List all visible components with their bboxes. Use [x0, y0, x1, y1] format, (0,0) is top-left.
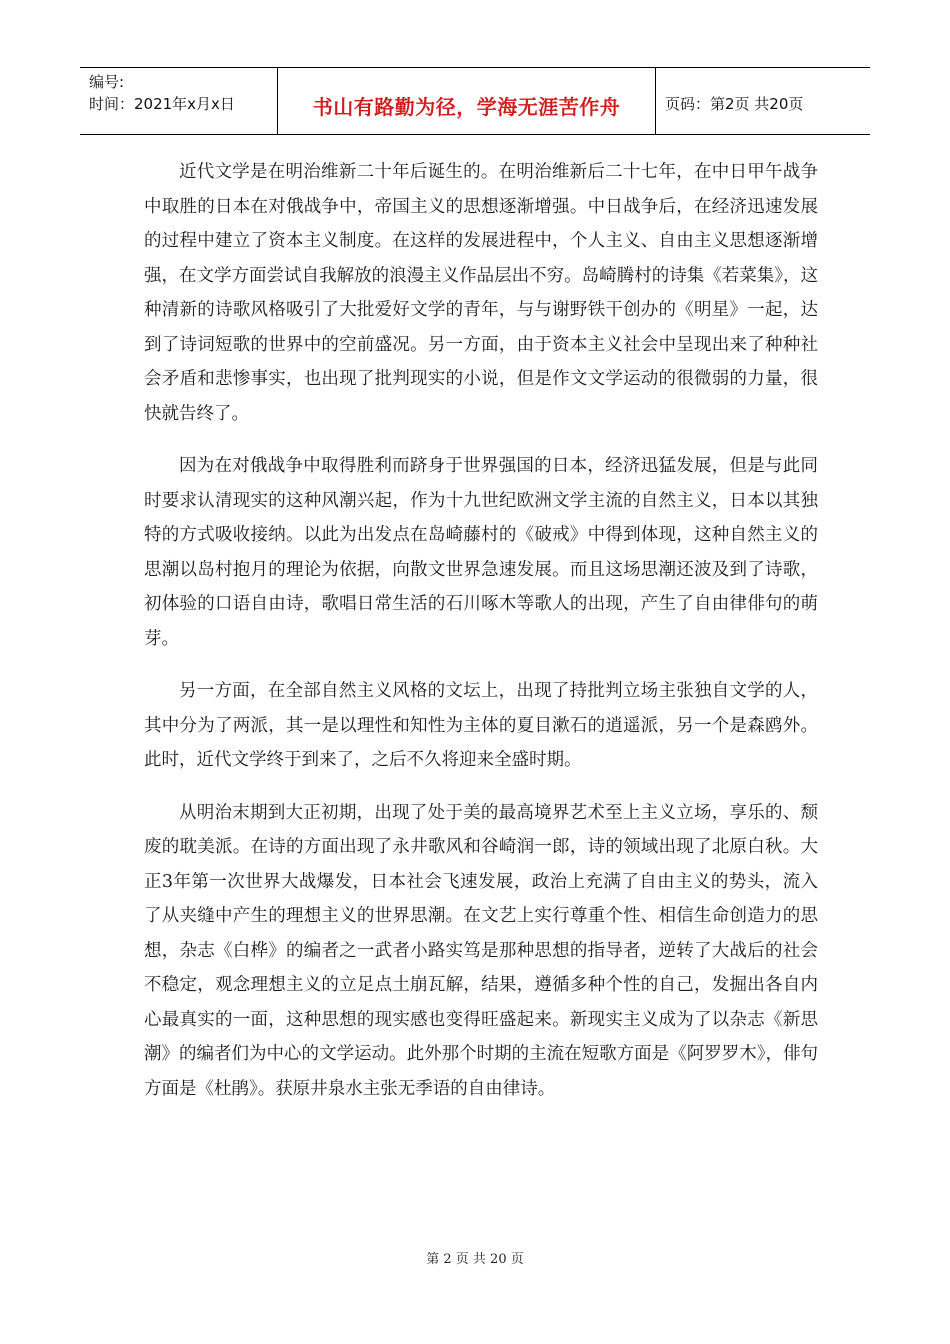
header-meta: [80, 68, 278, 134]
time-label: 时间：2021年x月x日: [89, 95, 235, 113]
paragraph-4: 从明治末期到大正初期，出现了处于美的最高境界艺术至上主义立场，享乐的、颓废的耽美派。在诗的方面出现了永井歌风和谷崎润一郎，诗的领域出现了北原白秋。大正3年第一次世界大战爆发，日本社会飞速发展，政治上充满了自由主义的势头，流入了从夹缝中产生的理想主义的世界思潮。在文艺上实行尊重个性、相信生命创造力的思想，杂志《白桦》的编者之一武者小路实笃是那种思想的指导者，逆转了大战后的社会不稳定，观念理想主义的立足点土崩瓦解，结果，遵循多种个性的自己，发掘出各自内心最真实的一面，这种思想的现实感也变得旺盛起来。新现实主义成为了以杂志《新思潮》的编者们为中心的文学运动。此外那个时期的主流在短歌方面是《阿罗罗木》，俳句方面是《杜鹃》。获原井泉水主张无季语的自由律诗。: [144, 802, 818, 1099]
serial-label: 编号:: [89, 73, 125, 91]
header-page-info: 页码：第2页 共20页: [665, 94, 804, 113]
header-motto: 书山有路勤为径，学海无涯苦作舟: [278, 68, 656, 134]
paragraph-1: 近代文学是在明治维新二十年后诞生的。在明治维新后二十七年，在中日甲午战争中取胜的日本在对俄战争中，帝国主义的思想逐渐增强。中日战争后，在经济迅速发展的过程中建立了资本主义制度。在这样的发展进程中，个人主义、自由主义思想逐渐增强，在文学方面尝试自我解放的浪漫主义作品层出不穷。岛崎腾村的诗集《若菜集》，这种清新的诗歌风格吸引了大批爱好文学的青年，与与谢野铁干创办的《明星》一起，达到了诗词短歌的世界中的空前盛况。另一方面，由于资本主义社会中呈现出来了种种社会矛盾和悲惨事实，也出现了批判现实的小说，但是作文文学运动的很微弱的力量，很快就告终了。: [144, 162, 818, 424]
page-header: [80, 67, 870, 135]
paragraph-3: 另一方面，在全部自然主义风格的文坛上，出现了持批判立场主张独自文学的人，其中分为了两派，其一是以理性和知性为主体的夏目漱石的逍遥派，另一个是森鸥外。此时，近代文学终于到来了，之后不久将迎来全盛时期。: [144, 681, 818, 770]
page-footer: 第 2 页 共 20 页: [426, 1252, 524, 1267]
paragraph-2: 因为在对俄战争中取得胜利而跻身于世界强国的日本，经济迅猛发展，但是与此同时要求认清现实的这种风潮兴起，作为十九世纪欧洲文学主流的自然主义，日本以其独特的方式吸收接纳。以此为出发点在岛崎藤村的《破戒》中得到体现，这种自然主义的思潮以岛村抱月的理论为依据，向散文世界急速发展。而且这场思潮还波及到了诗歌，初体验的口语自由诗，歌唱日常生活的石川啄木等歌人的出现，产生了自由律俳句的萌芽。: [144, 456, 818, 649]
document-body: [144, 155, 818, 1124]
